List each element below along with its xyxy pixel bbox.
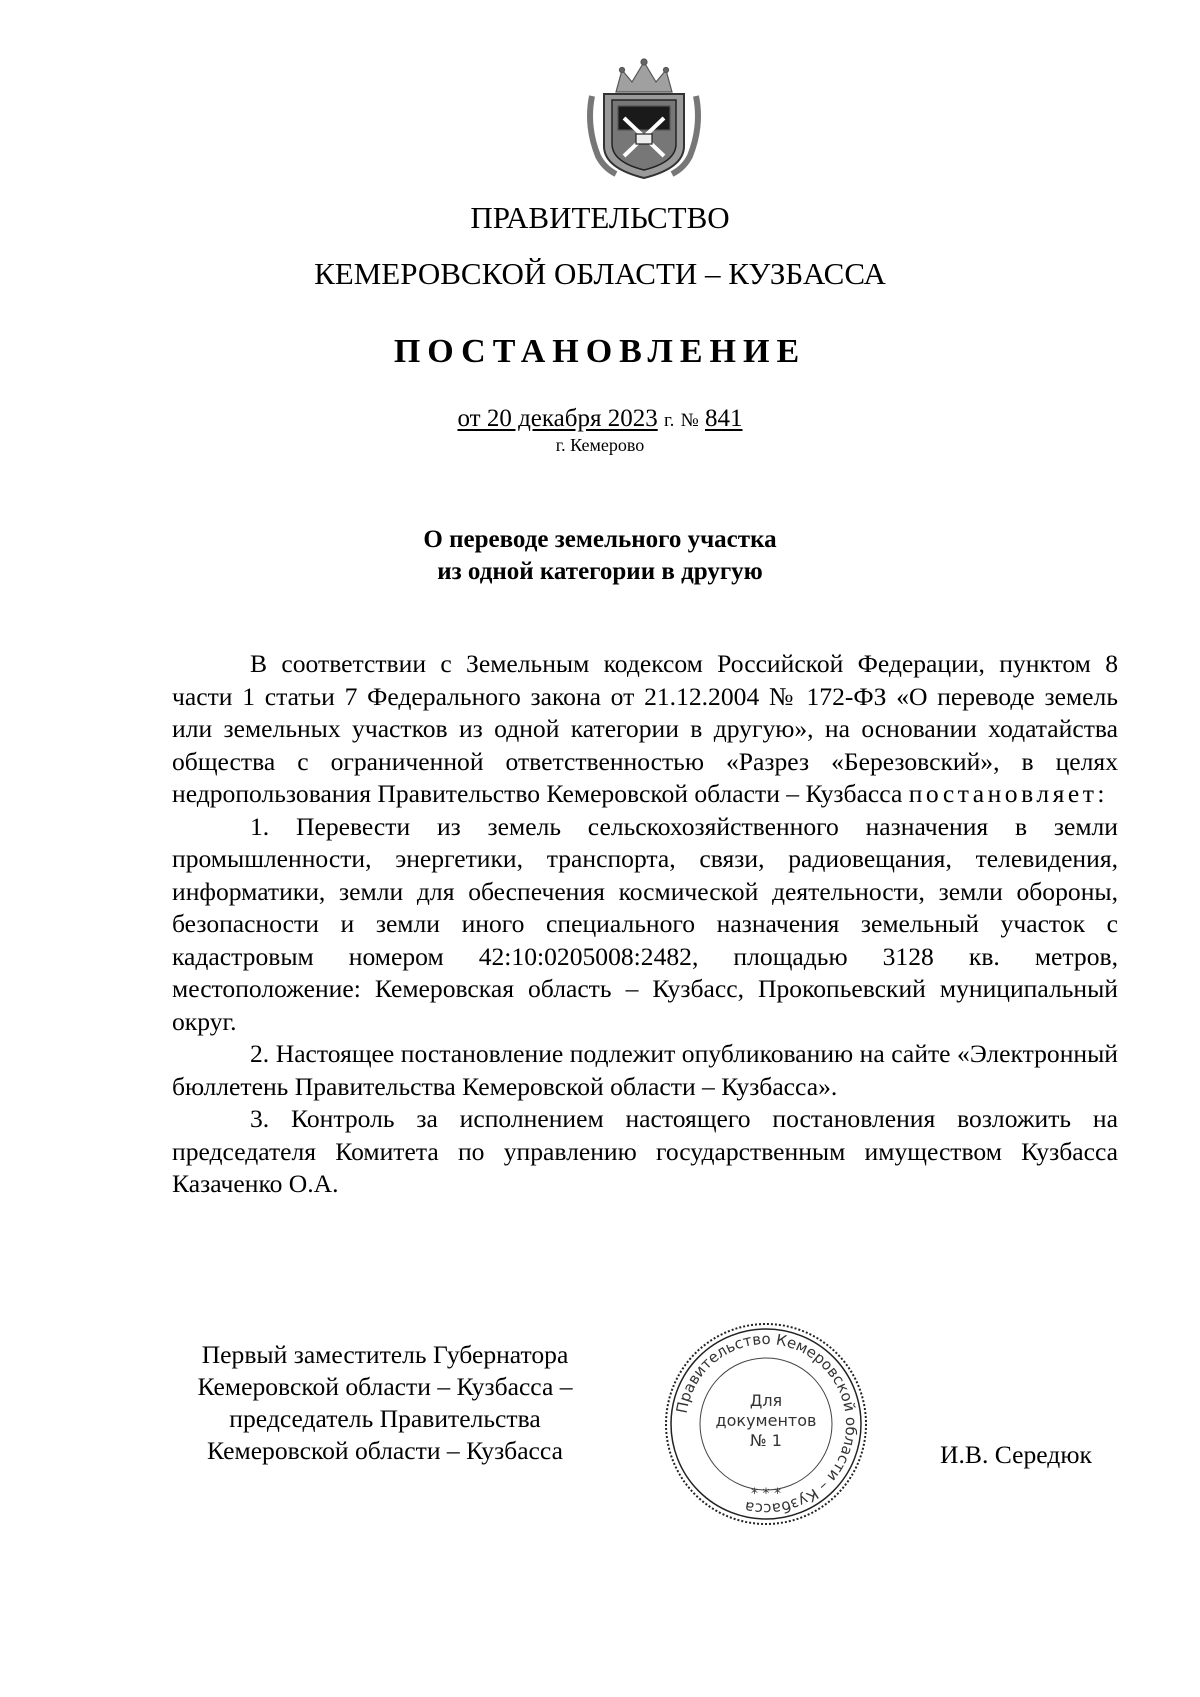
seal-stars: * * * xyxy=(751,1486,781,1502)
signatory-role-line-2: Кемеровской области – Кузбасса – xyxy=(197,1372,573,1401)
signatory-name: И.В. Середюк xyxy=(940,1440,1092,1469)
preamble-paragraph xyxy=(172,648,1118,811)
document-date: от 20 декабря 2023 xyxy=(457,405,658,432)
coat-of-arms-icon xyxy=(582,56,706,182)
subject-line-1: О переводе земельного участка xyxy=(423,526,777,553)
document-subject xyxy=(0,524,1200,588)
item-2-paragraph: 2. Настоящее постановление подлежит опубликованию на сайте «Электронный бюллетень Правительства Кемеровской области – Кузбасса». xyxy=(172,1039,1118,1101)
government-title: ПРАВИТЕЛЬСТВО xyxy=(470,200,730,235)
document-number: 841 xyxy=(705,405,743,432)
number-sign: № xyxy=(680,410,699,431)
document-body xyxy=(172,648,1118,1201)
signatory-role-line-3: председатель Правительства xyxy=(229,1404,541,1433)
date-year-suffix: г. xyxy=(663,410,675,431)
seal-ring-text: Правительство Кемеровской области – Кузбасса xyxy=(672,1329,861,1519)
item-3-paragraph: 3. Контроль за исполнением настоящего постановления возложить на председателя Комитета по управлению государственным имуществом Кузбасса Казаченко О.А. xyxy=(172,1104,1118,1198)
item-1-paragraph: 1. Перевести из земель сельскохозяйственного назначения в земли промышленности, энергетики, транспорта, связи, радиовещания, телевидения, информатики, земли для обеспечения космической деятельности, земли обороны, безопасности и земли иного специального назначения земельный участок с кадастровым номером 42:10:0205008:2482, площадью 3128 кв. метров, местоположение: Кемеровская область – Кузбасс, Прокопьевский муниципальный округ. xyxy=(172,811,1118,1036)
signatory-role-line-4: Кемеровской области – Кузбасса xyxy=(207,1436,563,1465)
government-region: КЕМЕРОВСКОЙ ОБЛАСТИ – КУЗБАССА xyxy=(314,256,886,291)
document-city: г. Кемерово xyxy=(555,435,645,455)
seal-center-line-2: документов xyxy=(715,1411,817,1430)
seal-center-line-3: № 1 xyxy=(750,1431,782,1450)
subject-line-2: из одной категории в другую xyxy=(437,558,763,585)
signatory-role-line-1: Первый заместитель Губернатора xyxy=(201,1340,569,1369)
date-number-line xyxy=(0,404,1200,436)
decree-word: постановляет: xyxy=(908,779,1109,808)
document-type: ПОСТАНОВЛЕНИЕ xyxy=(393,333,807,370)
signatory-title xyxy=(170,1339,600,1467)
seal-center-line-1: Для xyxy=(749,1391,783,1410)
official-seal xyxy=(662,1320,870,1528)
preamble-text: В соответствии с Земельным кодексом Российской Федерации, пунктом 8 части 1 статьи 7 Федерального закона от 21.12.2004 № 172-ФЗ «О переводе земель или земельных участков из одной категории в другую», на основании ходатайства общества с ограниченной ответственностью «Разрез «Березовский», в целях недропользования Правительство Кемеровской области – Кузбасса xyxy=(172,649,1118,808)
